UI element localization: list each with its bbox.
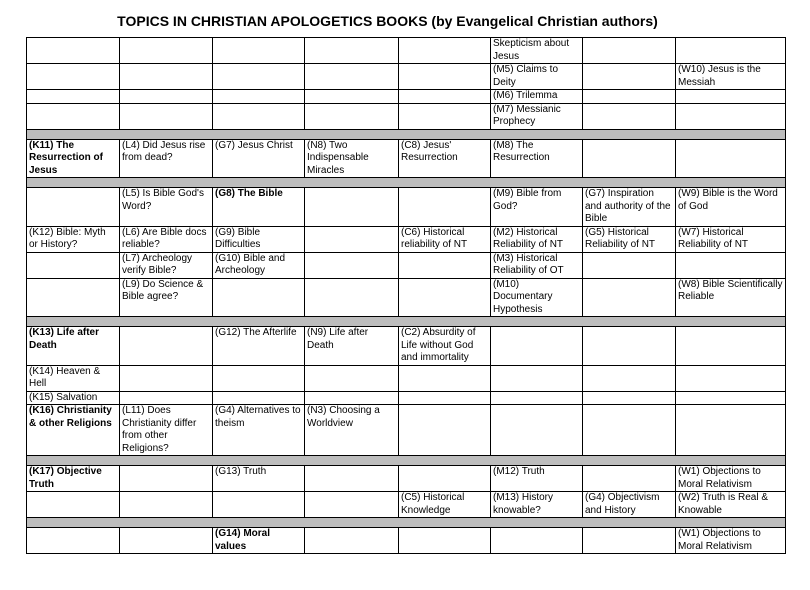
table-cell [583,365,676,391]
table-row [27,391,786,405]
table-row [27,226,786,252]
table-cell [27,278,120,317]
table-row [27,405,786,456]
table-cell: (K16) Christianity & other Religions [27,405,120,456]
table-cell [399,188,491,227]
table-cell [120,103,213,129]
table-cell [305,38,399,64]
table-cell [676,139,786,178]
table-cell [399,64,491,90]
table-cell: (G8) The Bible [213,188,305,227]
table-cell: (N9) Life after Death [305,327,399,366]
table-row [27,38,786,64]
table-cell [305,188,399,227]
table-cell: (C8) Jesus' Resurrection [399,139,491,178]
separator-bar [27,317,786,327]
table-cell [676,391,786,405]
table-cell [583,38,676,64]
table-cell: (G7) Jesus Christ [213,139,305,178]
table-cell [676,103,786,129]
table-cell [583,139,676,178]
table-cell [120,528,213,554]
table-cell: (M9) Bible from God? [491,188,583,227]
table-cell [583,90,676,104]
table-cell [213,365,305,391]
table-cell [676,405,786,456]
table-cell: (N8) Two Indispensable Miracles [305,139,399,178]
table-cell: (W8) Bible Scientifically Reliable [676,278,786,317]
table-cell [305,391,399,405]
table-cell: (G14) Moral values [213,528,305,554]
table-cell [491,327,583,366]
table-cell [305,528,399,554]
table-cell: (N3) Choosing a Worldview [305,405,399,456]
table-cell: (W2) Truth is Real & Knowable [676,492,786,518]
separator-row [27,178,786,188]
table-cell [399,252,491,278]
table-cell: (G4) Alternatives to theism [213,405,305,456]
table-row [27,103,786,129]
table-cell: (G4) Objectivism and History [583,492,676,518]
separator-row [27,129,786,139]
table-cell [583,103,676,129]
table-cell: (M5) Claims to Deity [491,64,583,90]
table-cell [120,391,213,405]
table-cell [676,90,786,104]
table-cell: (G9) Bible Difficulties [213,226,305,252]
table-cell [491,391,583,405]
table-cell: (M3) Historical Reliability of OT [491,252,583,278]
table-row [27,90,786,104]
table-cell: (K17) Objective Truth [27,466,120,492]
table-cell [399,466,491,492]
table-cell: (C2) Absurdity of Life without God and immortality [399,327,491,366]
table-cell: (M12) Truth [491,466,583,492]
table-cell [491,528,583,554]
table-cell [120,38,213,64]
table-cell [305,466,399,492]
table-cell [120,466,213,492]
table-row [27,492,786,518]
separator-bar [27,129,786,139]
table-cell: (L9) Do Science & Bible agree? [120,278,213,317]
separator-row [27,518,786,528]
table-cell: (M7) Messianic Prophecy [491,103,583,129]
table-cell [27,252,120,278]
table-cell: (K12) Bible: Myth or History? [27,226,120,252]
table-cell [213,103,305,129]
table-cell [305,365,399,391]
table-cell [399,365,491,391]
table-cell: (L5) Is Bible God's Word? [120,188,213,227]
table-cell: (G7) Inspiration and authority of the Bible [583,188,676,227]
table-cell [399,278,491,317]
table-cell: (M2) Historical Reliability of NT [491,226,583,252]
table-cell: (W9) Bible is the Word of God [676,188,786,227]
table-cell [676,365,786,391]
table-cell [583,528,676,554]
table-cell [583,405,676,456]
table-cell [583,466,676,492]
table-cell: (C6) Historical reliability of NT [399,226,491,252]
separator-row [27,456,786,466]
table-cell [27,64,120,90]
table-cell [120,492,213,518]
table-cell [305,103,399,129]
table-cell [583,64,676,90]
page-title: TOPICS IN CHRISTIAN APOLOGETICS BOOKS (by Evangelical Christian authors) [117,13,658,29]
table-row [27,327,786,366]
table-cell [305,90,399,104]
table-cell: (W10) Jesus is the Messiah [676,64,786,90]
table-cell [27,528,120,554]
table-cell [213,38,305,64]
table-cell [399,103,491,129]
table-cell [305,64,399,90]
table-cell: (M13) History knowable? [491,492,583,518]
table-cell [305,492,399,518]
table-row [27,466,786,492]
table-cell: (G12) The Afterlife [213,327,305,366]
table-cell [583,327,676,366]
table-cell: (K15) Salvation [27,391,120,405]
table-cell [27,38,120,64]
table-cell: (L11) Does Christianity differ from other Religions? [120,405,213,456]
table-cell [305,278,399,317]
table-cell [583,278,676,317]
table-cell [583,252,676,278]
table-cell [399,528,491,554]
table-cell: (M8) The Resurrection [491,139,583,178]
separator-bar [27,178,786,188]
table-row [27,528,786,554]
table-cell [27,188,120,227]
table-row [27,252,786,278]
separator-bar [27,456,786,466]
table-cell: (W7) Historical Reliability of NT [676,226,786,252]
table-cell [213,90,305,104]
table-cell [676,252,786,278]
table-cell [399,38,491,64]
table-cell: (K13) Life after Death [27,327,120,366]
table-row [27,365,786,391]
table-cell: (L6) Are Bible docs reliable? [120,226,213,252]
separator-bar [27,518,786,528]
table-cell [676,327,786,366]
table-cell: (K11) The Resurrection of Jesus [27,139,120,178]
table-cell [213,391,305,405]
table-cell: (W1) Objections to Moral Relativism [676,466,786,492]
table-cell [120,327,213,366]
table-cell: (G5) Historical Reliability of NT [583,226,676,252]
table-cell [491,405,583,456]
topics-table [26,37,786,554]
table-cell [491,365,583,391]
table-cell: (L4) Did Jesus rise from dead? [120,139,213,178]
table-cell [305,226,399,252]
table-cell [213,492,305,518]
table-row [27,139,786,178]
table-cell: (L7) Archeology verify Bible? [120,252,213,278]
table-cell [676,38,786,64]
table-cell: Skepticism about Jesus [491,38,583,64]
table-cell [27,90,120,104]
table-cell: (G10) Bible and Archeology [213,252,305,278]
table-row [27,278,786,317]
table-cell [583,391,676,405]
table-cell: (K14) Heaven & Hell [27,365,120,391]
separator-row [27,317,786,327]
table-cell [399,405,491,456]
table-cell [305,252,399,278]
table-cell: (M10) Documentary Hypothesis [491,278,583,317]
table-cell [213,64,305,90]
table-cell [27,103,120,129]
table-cell [399,391,491,405]
table-cell: (G13) Truth [213,466,305,492]
table-cell [27,492,120,518]
table-cell [213,278,305,317]
table-cell [120,64,213,90]
table-cell [120,90,213,104]
table-cell: (C5) Historical Knowledge [399,492,491,518]
table-row [27,64,786,90]
table-cell [120,365,213,391]
table-cell: (W1) Objections to Moral Relativism [676,528,786,554]
table-cell: (M6) Trilemma [491,90,583,104]
table-row [27,188,786,227]
table-cell [399,90,491,104]
